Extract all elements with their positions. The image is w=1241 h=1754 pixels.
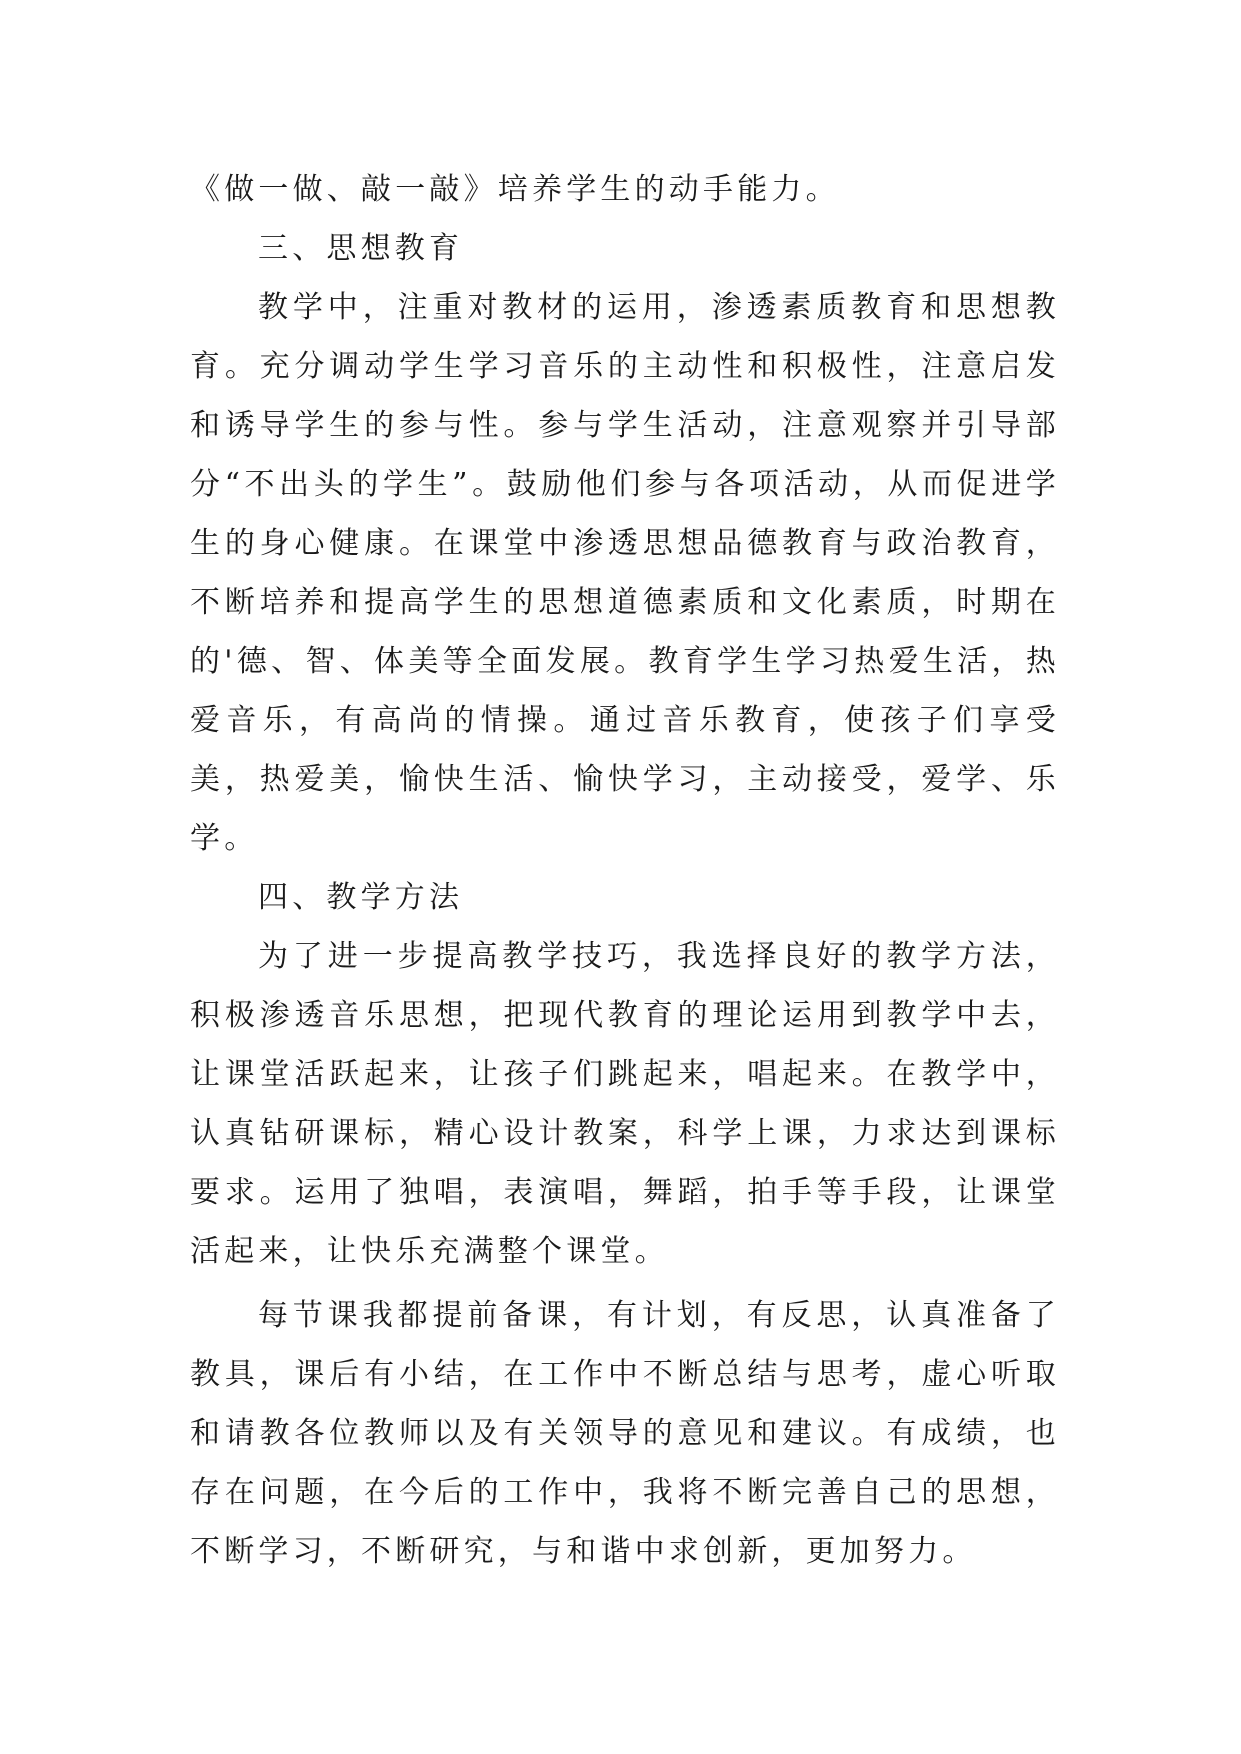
paragraph-continuation: 《做一做、敲一敲》培养学生的动手能力。 (190, 172, 840, 207)
paragraph-ideological-education: 教学中，注重对教材的运用，渗透素质教育和思想教育。充分调动学生学习音乐的主动性和积极性，注意启发和诱导学生的参与性。参与学生活动，注意观察并引导部分“不出头的学生”。鼓励他们参与各项活动，从而促进学生的身心健康。在课堂中渗透思想品德教育与政治教育，不断培养和提高学生的思想道德素质和文化素质，时期在的'德、智、体美等全面发展。教育学生学习热爱生活，热爱音乐，有高尚的情操。通过音乐教育，使孩子们享受美，热爱美，愉快生活、愉快学习，主动接受，爱学、乐学。 (190, 290, 1060, 856)
paragraph-teaching-methods: 为了进一步提高教学技巧，我选择良好的教学方法，积极渗透音乐思想，把现代教育的理论运用到教学中去，让课堂活跃起来，让孩子们跳起来，唱起来。在教学中，认真钻研课标，精心设计教案，科学上课，力求达到课标要求。运用了独唱，表演唱，舞蹈，拍手等手段，让课堂活起来，让快乐充满整个课堂。 (190, 939, 1060, 1269)
section-heading-teaching-methods: 四、教学方法 (258, 880, 464, 915)
paragraph-lesson-preparation: 每节课我都提前备课，有计划，有反思，认真准备了教具，课后有小结，在工作中不断总结与思考，虚心听取和请教各位教师以及有关领导的意见和建议。有成绩，也存在问题，在今后的工作中，我将不断完善自己的思想，不断学习，不断研究，与和谐中求创新，更加努力。 (190, 1298, 1060, 1569)
section-heading-ideological-education: 三、思想教育 (258, 231, 464, 266)
document-page (190, 160, 1060, 1581)
